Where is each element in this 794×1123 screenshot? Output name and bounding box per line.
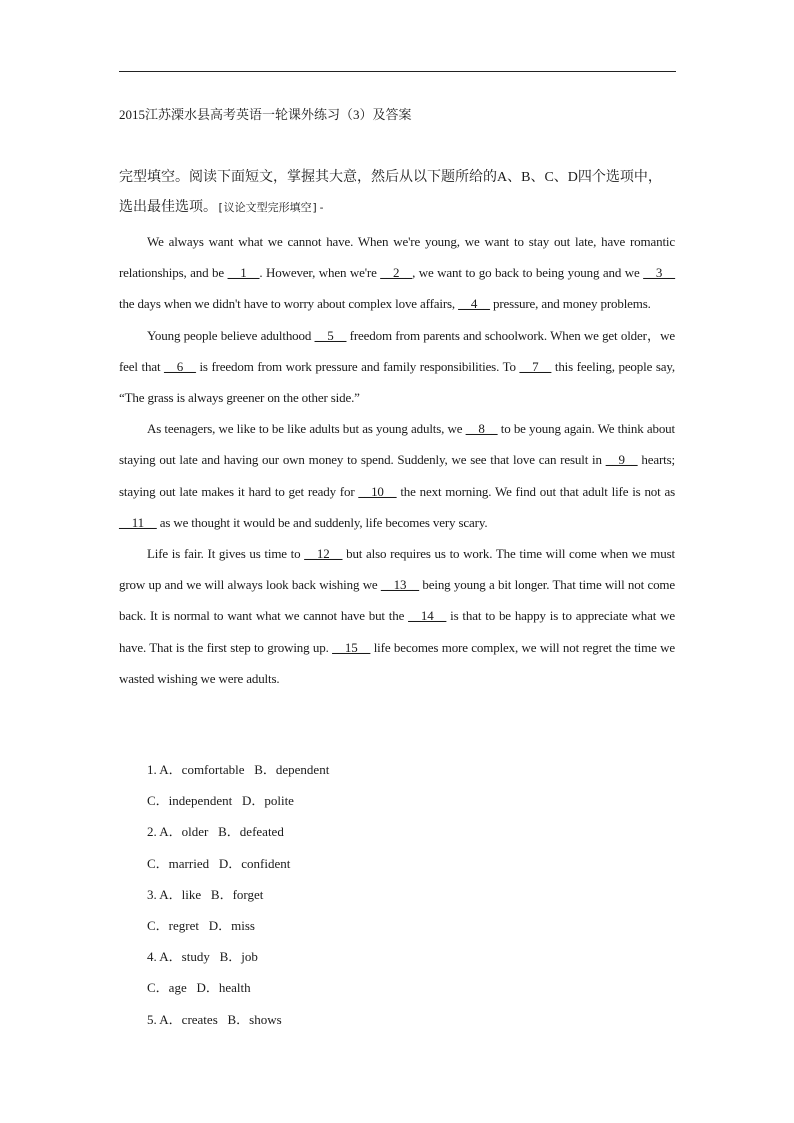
blank-8: __8__ xyxy=(465,421,498,437)
paragraph-1 xyxy=(119,226,675,320)
instructions xyxy=(119,163,675,223)
passage-text: , we want to go back to being young and we xyxy=(412,265,644,281)
passage-text: the next morning. We find out that adult life is not as xyxy=(396,483,675,499)
passage-text: life becomes more complex, we will not regret the time we wasted wishing we were adults. xyxy=(119,639,675,686)
blank-4: __4__ xyxy=(458,296,490,312)
instructions-tag: [议论文型完形填空]- xyxy=(217,201,325,214)
option-line: 5. A．creates B．shows xyxy=(147,1011,282,1027)
blank-15: __15__ xyxy=(332,639,371,655)
passage-text: but also requires us to work. The time will come when we must grow up and we will always look back wishing we xyxy=(119,546,675,593)
passage-text: is that to be happy is to appreciate what we have. That is the first step to growing up. xyxy=(119,608,675,655)
paragraph-2 xyxy=(119,320,675,414)
option-line: 4. A．study B．job xyxy=(147,949,258,965)
passage-text: hearts; staying out late makes it hard to get ready for xyxy=(119,452,676,499)
option-line: 1. A．comfortable B．dependent xyxy=(147,762,330,777)
header-rule xyxy=(119,71,676,72)
passage-text: freedom from parents and schoolwork. When we get older，we feel that xyxy=(119,327,675,374)
paragraph-3 xyxy=(119,413,675,538)
blank-1: __1__ xyxy=(227,265,260,281)
passage xyxy=(119,226,675,694)
blank-13: __13__ xyxy=(380,577,420,593)
option-line: C．regret D．miss xyxy=(147,918,255,934)
blank-3: __3__ xyxy=(643,265,675,281)
blank-2: __2__ xyxy=(380,265,413,281)
option-line: 2. A．older B．defeated xyxy=(147,824,284,840)
passage-text: . However, when we're xyxy=(259,265,381,281)
passage-text: Life is fair. It gives us time to xyxy=(147,546,305,562)
instructions-text: 完型填空。阅读下面短文，掌握其大意，然后从以下题所给的A、B、C、D四个选项中，选出最佳选项。 xyxy=(119,170,662,215)
blank-7: __7__ xyxy=(519,358,552,374)
passage-text: pressure, and money problems. xyxy=(489,296,651,312)
blank-10: __10__ xyxy=(358,483,397,499)
paragraph-4 xyxy=(119,538,675,694)
passage-text: being young a bit longer. That time will not come back. It is normal to want what we cannot have but the xyxy=(119,577,675,624)
passage-text: as we thought it would be and suddenly, life becomes very scary. xyxy=(156,514,488,530)
passage-text: We always want what we cannot have. When we're young, we want to stay out late, have romantic relationships, and be xyxy=(119,234,675,281)
blank-14: __14__ xyxy=(408,608,447,624)
blank-9: __9__ xyxy=(605,452,638,468)
blank-6: __6__ xyxy=(164,358,196,374)
passage-text: to be young again. We think about staying out late and having our own money to spend. Suddenly, we see that love can result in xyxy=(119,421,675,468)
blank-11: __11__ xyxy=(119,514,157,530)
passage-text: Young people believe adulthood xyxy=(147,327,315,343)
passage-text: this feeling, people say, “The grass is always greener on the other side.” xyxy=(119,358,675,406)
option-line: 3. A．like B．forget xyxy=(147,886,264,902)
document-title: 2015江苏溧水县高考英语一轮课外练习（3）及答案 xyxy=(119,107,412,122)
blank-5: __5__ xyxy=(314,327,347,343)
passage-text: As teenagers, we like to be like adults but as young adults, we xyxy=(147,421,466,437)
passage-text: the days when we didn't have to worry about complex love affairs, xyxy=(119,296,459,312)
blank-12: __12__ xyxy=(304,546,343,562)
option-line: C．married D．confident xyxy=(147,855,291,871)
passage-text: is freedom from work pressure and family responsibilities. To xyxy=(195,358,520,374)
option-line: C．age D．health xyxy=(147,980,251,996)
answer-options xyxy=(147,754,329,1035)
option-line: C．independent D．polite xyxy=(147,793,294,809)
